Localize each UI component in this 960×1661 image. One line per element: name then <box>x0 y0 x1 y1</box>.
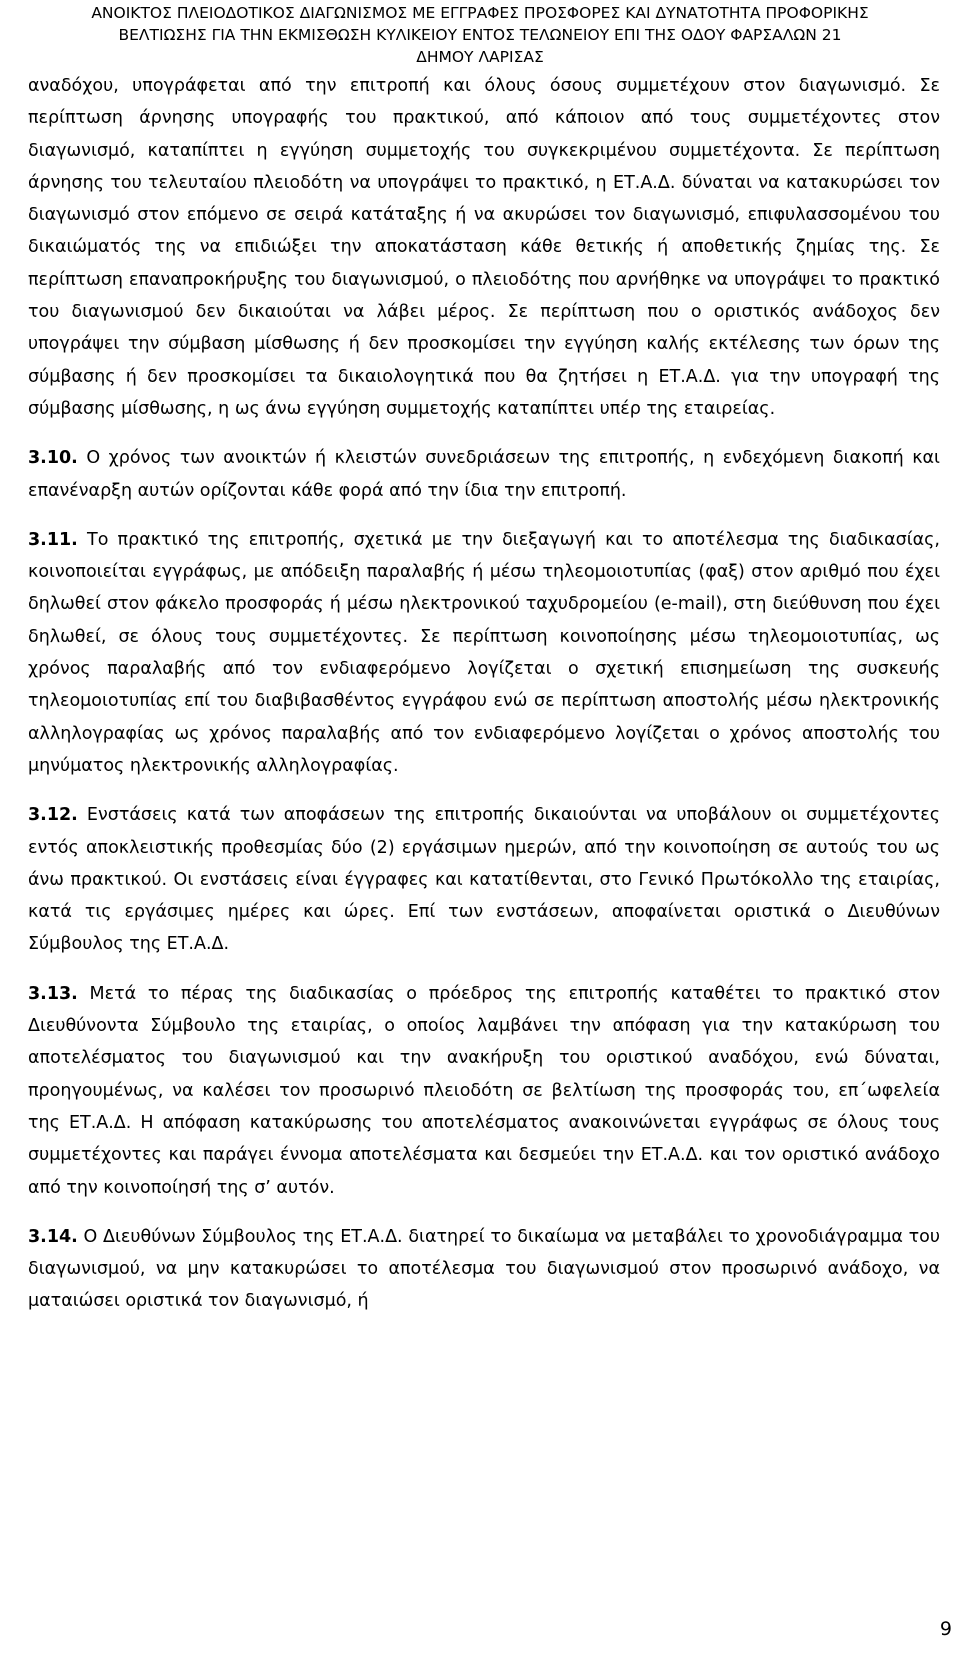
paragraph-text: Ο Διευθύνων Σύμβουλος της ΕΤ.Α.Δ. διατηρεί το δικαίωμα να μεταβάλει το χρονοδιάγραμμα του διαγωνισμού, να μην κατακυρώσει το αποτέλεσμα του διαγωνισμού στον προσωρινό ανάδοχο, να ματαιώσει οριστικά τον διαγωνισμό, ή <box>28 1226 940 1312</box>
paragraph-text: Ο χρόνος των ανοικτών ή κλειστών συνεδριάσεων της επιτροπής, η ενδεχόμενη διακοπή και επανέναρξη αυτών ορίζονται κάθε φορά από την ίδια την επιτροπή. <box>28 448 940 501</box>
paragraph-3-13 <box>28 978 940 1204</box>
paragraph-3-10 <box>28 442 940 507</box>
paragraph-number: 3.12. <box>28 805 78 826</box>
paragraph-number: 3.14. <box>28 1226 78 1247</box>
paragraph-text: Ενστάσεις κατά των αποφάσεων της επιτροπής δικαιούνται να υποβάλουν οι συμμετέχοντες εντός αποκλειστικής προθεσμίας δύο (2) εργάσιμων ημερών, από την κοινοποίηση σε αυτούς του ως άνω πρακτικού. Οι ενστάσεις είναι έγγραφες και κατατίθενται, στο Γενικό Πρωτόκολλο της εταιρίας, κατά τις εργάσιμες ημέρες και ώρες. Επί των ενστάσεων, αποφαίνεται οριστικά ο Διευθύνων Σύμβουλος της ΕΤ.Α.Δ. <box>28 805 940 955</box>
header-line-3: ΔΗΜΟΥ ΛΑΡΙΣΑΣ <box>416 48 544 66</box>
paragraph-continuation <box>28 70 940 425</box>
paragraph-number: 3.10. <box>28 448 78 469</box>
page-number: 9 <box>939 1618 952 1640</box>
header-line-1: ΑΝΟΙΚΤΟΣ ΠΛΕΙΟΔΟΤΙΚΟΣ ΔΙΑΓΩΝΙΣΜΟΣ ΜΕ ΕΓΓΡΑΦΕΣ ΠΡΟΣΦΟΡΕΣ ΚΑΙ ΔΥΝΑΤΟΤΗΤΑ ΠΡΟΦΟΡΙΚΗΣ <box>91 4 869 22</box>
document-header <box>0 2 960 68</box>
paragraph-text: αναδόχου, υπογράφεται από την επιτροπή και όλους όσους συμμετέχουν στον διαγωνισμό. Σε περίπτωση άρνησης υπογραφής του πρακτικού, από κάποιον από τους συμμετέχοντες στον διαγωνισμό, καταπίπτει η εγγύηση συμμετοχής του συγκεκριμένου συμμετέχοντα. Σε περίπτωση άρνησης του τελευταίου πλειοδότη να υπογράψει το πρακτικό, η ΕΤ.Α.Δ. δύναται να κατακυρώσει τον διαγωνισμό στον επόμενο σε σειρά κατάταξης ή να ακυρώσει τον διαγωνισμό, επιφυλασσομένου του δικαιώματός της να επιδιώξει την αποκατάσταση κάθε θετικής ή αποθετικής ζημίας της. Σε περίπτωση επαναπροκήρυξης του διαγωνισμού, ο πλειοδότης που αρνήθηκε να υπογράψει το πρακτικό του διαγωνισμού δεν δικαιούται να λάβει μέρος. Σε περίπτωση που ο οριστικός ανάδοχος δεν υπογράψει την σύμβαση μίσθωσης ή δεν προσκομίσει την εγγύηση καλής εκτέλεσης των όρων της σύμβασης ή δεν προσκομίσει τα δικαιολογητικά που θα ζητήσει η ΕΤ.Α.Δ. για την υπογραφή της σύμβασης μίσθωσης, η ως άνω εγγύηση συμμετοχής καταπίπτει υπέρ της εταιρείας. <box>28 76 940 419</box>
paragraph-number: 3.11. <box>28 529 78 550</box>
paragraph-text: Το πρακτικό της επιτροπής, σχετικά με την διεξαγωγή και το αποτέλεσμα της διαδικασίας, κοινοποιείται εγγράφως, με απόδειξη παραλαβής ή μέσω τηλεομοιοτυπίας (φαξ) στον αριθμό που έχει δηλωθεί στον φάκελο προσφοράς ή μέσω ηλεκτρονικού ταχυδρομείου (e-mail), στη διεύθυνση που έχει δηλωθεί, σε όλους τους συμμετέχοντες. Σε περίπτωση κοινοποίησης μέσω τηλεομοιοτυπίας, ως χρόνος παραλαβής από τον ενδιαφερόμενο λογίζεται ο σχετική επισημείωση της συσκευής τηλεομοιοτυπίας επί του διαβιβασθέντος εγγράφου ενώ σε περίπτωση αποστολής μέσω ηλεκτρονικής αλληλογραφίας ως χρόνος παραλαβής από τον ενδιαφερόμενο λογίζεται ο χρόνος αποστολής του μηνύματος ηλεκτρονικής αλληλογραφίας. <box>28 529 940 776</box>
paragraph-3-11 <box>28 524 940 782</box>
header-line-2: ΒΕΛΤΙΩΣΗΣ ΓΙΑ ΤΗΝ ΕΚΜΙΣΘΩΣΗ ΚΥΛΙΚΕΙΟΥ ΕΝΤΟΣ ΤΕΛΩΝΕΙΟΥ ΕΠΙ ΤΗΣ ΟΔΟΥ ΦΑΡΣΑΛΩΝ 21 <box>118 26 842 44</box>
document-body <box>28 70 940 1318</box>
paragraph-number: 3.13. <box>28 983 78 1004</box>
paragraph-3-12 <box>28 799 940 960</box>
paragraph-3-14 <box>28 1221 940 1318</box>
paragraph-text: Μετά το πέρας της διαδικασίας ο πρόεδρος της επιτροπής καταθέτει το πρακτικό στον Διευθύνοντα Σύμβουλο της εταιρίας, ο οποίος λαμβάνει την απόφαση για την κατακύρωση του αποτελέσματος του διαγωνισμού και την ανακήρυξη του οριστικού αναδόχου, ενώ δύναται, προηγουμένως, να καλέσει τον προσωρινό πλειοδότη σε βελτίωση της προσφοράς του, επ΄ωφελεία της ΕΤ.Α.Δ. Η απόφαση κατακύρωσης του αποτελέσματος ανακοινώνεται εγγράφως σε όλους τους συμμετέχοντες και παράγει έννομα αποτελέσματα και δεσμεύει την ΕΤ.Α.Δ. και τον οριστικό ανάδοχο από την κοινοποίησή της σ’ αυτόν. <box>28 983 940 1198</box>
